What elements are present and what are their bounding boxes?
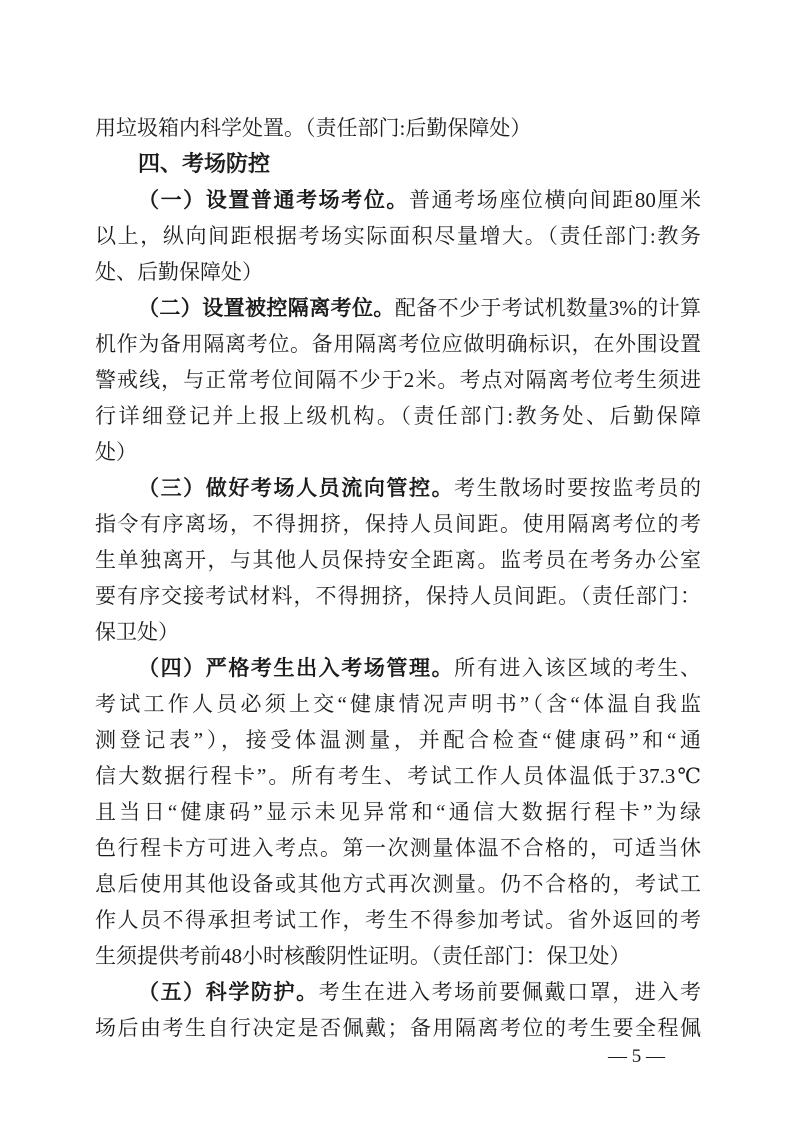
text-segment: 考试工作人员必须上交“健康情况声明书”（含“体温自我监 <box>95 692 701 716</box>
text-segment: 色行程卡方可进入考点。第一次测量体温不合格的，可适当休 <box>95 836 701 860</box>
text-line <box>95 650 701 686</box>
text-segment: 场后由考生自行决定是否佩戴；备用隔离考位的考生要全程佩 <box>95 1016 701 1040</box>
text-segment: 且当日“健康码”显示未见异常和“通信大数据行程卡”为绿 <box>95 800 701 824</box>
text-segment: 作人员不得承担考试工作，考生不得参加考试。省外返回的考 <box>95 908 701 932</box>
text-segment: 息后使用其他设备或其他方式再次测量。仍不合格的，考试工 <box>95 872 701 896</box>
document-text-block <box>95 110 701 1046</box>
text-line <box>95 902 701 938</box>
text-segment: 要有序交接考试材料，不得拥挤，保持人员间距。（责任部门： <box>95 584 701 608</box>
text-segment: 生单独离开，与其他人员保持安全距离。监考员在考务办公室 <box>95 548 701 572</box>
text-segment-emphasis: （四）严格考生出入考场管理。 <box>138 656 455 680</box>
section-heading <box>95 146 701 182</box>
text-segment-emphasis: （五）科学防护。 <box>138 980 319 1004</box>
text-line <box>95 542 701 578</box>
text-line <box>95 182 701 218</box>
text-segment: 处、后勤保障处） <box>95 260 263 284</box>
text-line <box>95 866 701 902</box>
text-segment: 机作为备用隔离考位。备用隔离考位应做明确标识，在外围设置 <box>95 332 701 356</box>
page-number: — 5 — <box>608 1046 665 1067</box>
text-line <box>95 326 701 362</box>
text-segment: 指令有序离场，不得拥挤，保持人员间距。使用隔离考位的考 <box>95 512 701 536</box>
text-line <box>95 254 701 290</box>
text-segment: 考生在进入考场前要佩戴口罩，进入考 <box>318 980 701 1004</box>
text-segment: 处） <box>95 440 137 464</box>
text-line <box>95 398 701 434</box>
text-line <box>95 434 701 470</box>
text-line <box>95 362 701 398</box>
text-segment: 测登记表”），接受体温测量，并配合检查“健康码”和“通 <box>95 728 701 752</box>
text-line <box>95 974 701 1010</box>
text-segment: 考生散场时要按监考员的 <box>454 476 701 500</box>
text-line <box>95 758 701 794</box>
text-line <box>95 470 701 506</box>
text-segment: 警戒线，与正常考位间隔不少于2米。考点对隔离考位考生须进 <box>95 368 701 392</box>
text-line <box>95 794 701 830</box>
text-line <box>95 578 701 614</box>
text-segment: 所有进入该区域的考生、 <box>454 656 701 680</box>
text-segment: 信大数据行程卡”。所有考生、考试工作人员体温低于37.3℃ <box>95 764 701 788</box>
text-segment: 行详细登记并上报上级机构。（责任部门:教务处、后勤保障 <box>95 404 701 428</box>
text-line <box>95 722 701 758</box>
text-segment: 以上，纵向间距根据考场实际面积尽量增大。（责任部门:教务 <box>95 224 701 248</box>
text-line <box>95 506 701 542</box>
text-line <box>95 218 701 254</box>
text-segment-emphasis: 四、考场防控 <box>138 151 271 176</box>
text-line <box>95 938 701 974</box>
text-segment: 保卫处） <box>95 620 179 644</box>
text-line <box>95 290 701 326</box>
text-line <box>95 1010 701 1046</box>
text-segment: 生须提供考前48小时核酸阴性证明。（责任部门：保卫处） <box>95 944 631 968</box>
text-segment: 配备不少于考试机数量3%的计算 <box>394 296 701 320</box>
text-segment-emphasis: （一）设置普通考场考位。 <box>138 188 409 212</box>
text-line <box>95 110 701 146</box>
text-line <box>95 830 701 866</box>
text-line <box>95 686 701 722</box>
text-segment: 用垃圾箱内科学处置。（责任部门:后勤保障处） <box>95 116 532 140</box>
text-segment-emphasis: （三）做好考场人员流向管控。 <box>138 476 455 500</box>
text-line <box>95 614 701 650</box>
text-segment-emphasis: （二）设置被控隔离考位。 <box>138 296 395 320</box>
text-segment: 普通考场座位横向间距80厘米 <box>409 188 701 212</box>
